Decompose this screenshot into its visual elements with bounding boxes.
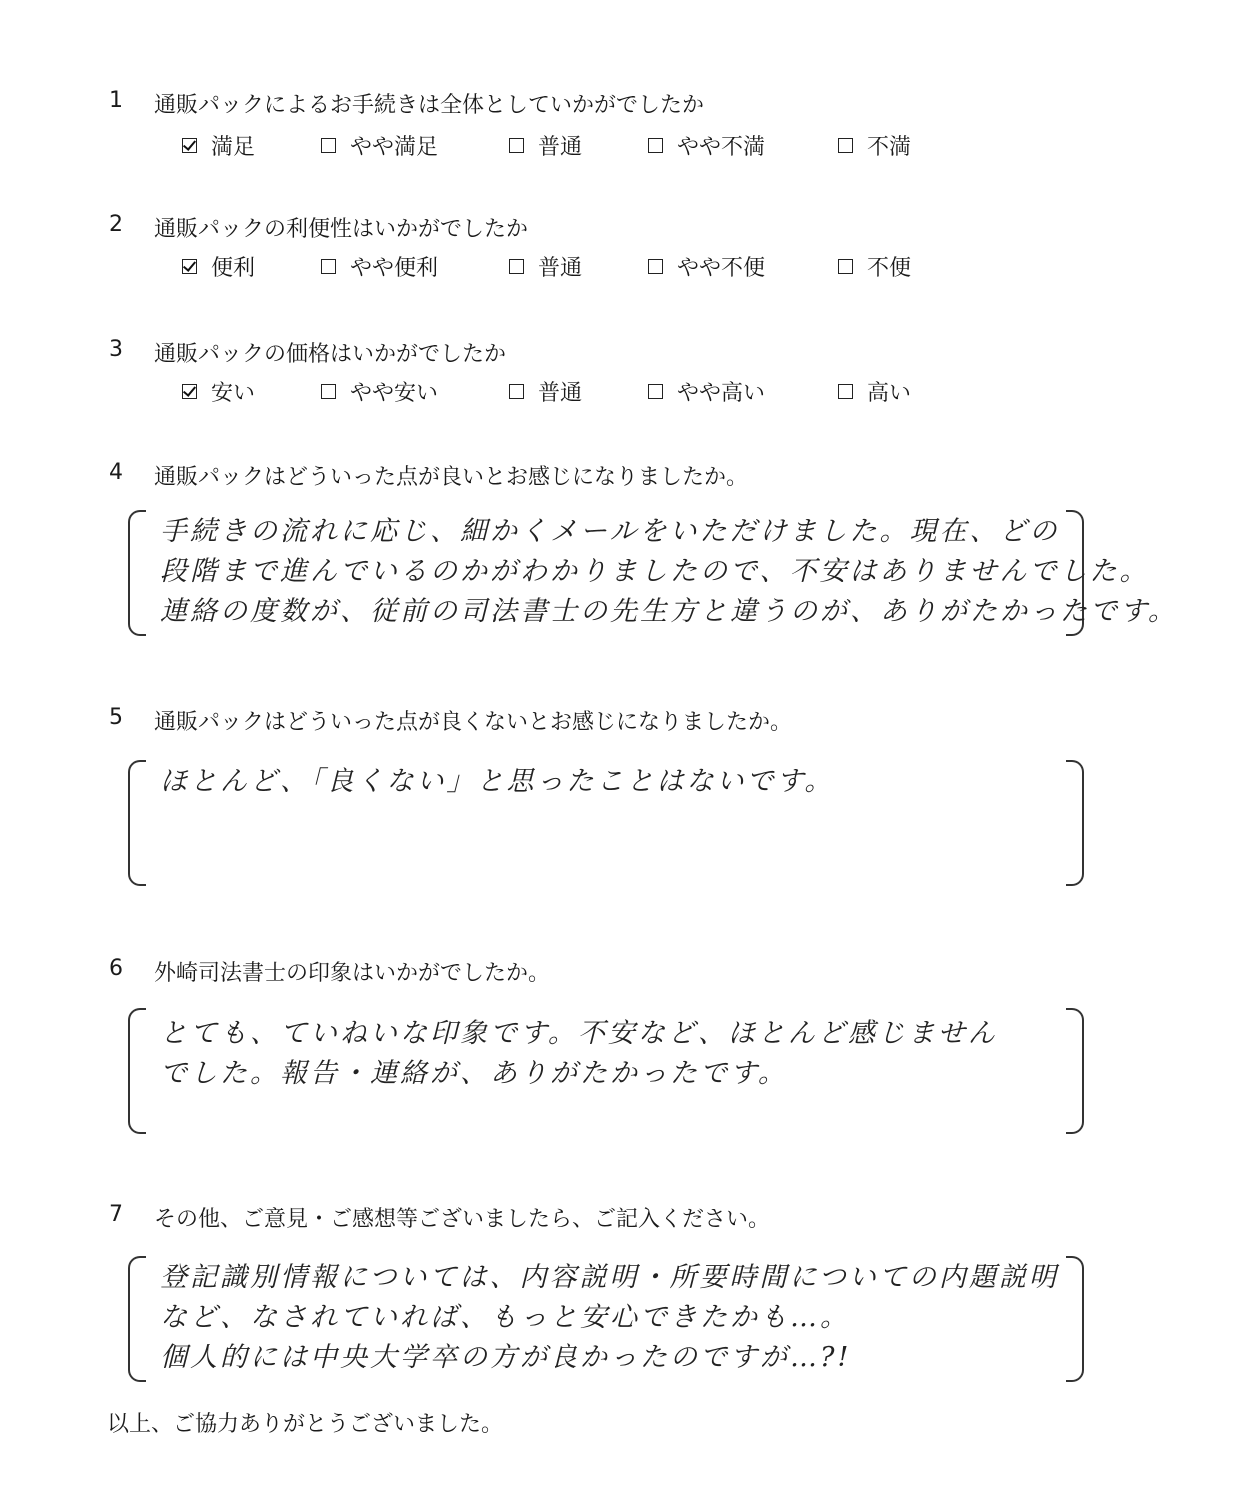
option-normal[interactable]	[509, 130, 582, 161]
option-satisfied[interactable]	[182, 130, 255, 161]
option-normal[interactable]	[509, 251, 582, 282]
question-number: 6	[109, 956, 123, 981]
option-label: 不便	[867, 256, 912, 281]
answer-line: でした。報告・連絡が、ありがたかったです。	[160, 1058, 788, 1089]
answer-line: 手続きの流れに応じ、細かくメールをいただけました。現在、どの	[160, 516, 1060, 547]
option-label: やや不便	[677, 256, 766, 281]
option-label: 高い	[867, 381, 912, 406]
option-label: 安い	[211, 381, 256, 406]
question-text: 通販パックの利便性はいかがでしたか	[154, 217, 529, 242]
bracket-left	[128, 1008, 146, 1134]
closing-message: 以上、ご協力ありがとうございました。	[107, 1412, 504, 1437]
option-label: 満足	[211, 135, 256, 160]
option-inconvenient[interactable]	[838, 251, 911, 282]
answer-box-5[interactable]	[128, 760, 1084, 886]
option-convenient[interactable]	[182, 251, 255, 282]
question-3-options	[0, 376, 1240, 406]
option-label: やや満足	[350, 135, 439, 160]
checkbox-icon[interactable]	[838, 138, 853, 153]
answer-box-4[interactable]	[128, 510, 1178, 636]
option-label: 普通	[538, 256, 583, 281]
handwritten-answer	[160, 1258, 1074, 1378]
handwritten-answer	[160, 512, 1178, 632]
answer-line: 連絡の度数が、従前の司法書士の先生方と違うのが、ありがたかったです。	[160, 596, 1178, 627]
option-label: 普通	[538, 381, 583, 406]
checkbox-icon[interactable]	[509, 259, 524, 274]
option-normal[interactable]	[509, 376, 582, 407]
answer-box-6[interactable]	[128, 1008, 1084, 1134]
answer-line: など、なされていれば、もっと安心できたかも…。	[160, 1302, 850, 1333]
checkbox-icon[interactable]	[321, 384, 336, 399]
bracket-left	[128, 1256, 146, 1382]
answer-line: ほとんど、「良くない」と思ったことはないです。	[160, 766, 835, 797]
checkbox-icon[interactable]	[321, 259, 336, 274]
question-text: 通販パックはどういった点が良いとお感じになりましたか。	[154, 465, 749, 490]
checkbox-icon[interactable]	[648, 384, 663, 399]
question-text: 外崎司法書士の印象はいかがでしたか。	[154, 961, 551, 986]
question-1-options	[0, 130, 1240, 160]
bracket-left	[128, 510, 146, 636]
option-somewhat-satisfied[interactable]	[321, 130, 438, 161]
question-number: 3	[109, 337, 123, 362]
option-cheap[interactable]	[182, 376, 255, 407]
answer-line: 段階まで進んでいるのかがわかりましたので、不安はありませんでした。	[160, 556, 1150, 587]
question-number: 1	[109, 88, 123, 113]
option-dissatisfied[interactable]	[838, 130, 911, 161]
question-number: 5	[109, 705, 123, 730]
checkbox-icon[interactable]	[838, 384, 853, 399]
checkbox-icon[interactable]	[838, 259, 853, 274]
answer-line: とても、ていねいな印象です。不安など、ほとんど感じません	[160, 1018, 998, 1049]
checkbox-icon[interactable]	[509, 384, 524, 399]
question-text: 通販パックはどういった点が良くないとお感じになりましたか。	[154, 710, 793, 735]
option-somewhat-convenient[interactable]	[321, 251, 438, 282]
handwritten-answer	[160, 762, 1074, 802]
option-label: やや安い	[350, 381, 439, 406]
answer-line: 登記識別情報については、内容説明・所要時間についての内題説明	[160, 1262, 1059, 1293]
option-somewhat-cheap[interactable]	[321, 376, 438, 407]
option-label: やや高い	[677, 381, 766, 406]
option-somewhat-dissatisfied[interactable]	[648, 130, 765, 161]
option-label: 便利	[211, 256, 256, 281]
checkbox-icon[interactable]	[509, 138, 524, 153]
answer-box-7[interactable]	[128, 1256, 1084, 1382]
option-somewhat-inconvenient[interactable]	[648, 251, 765, 282]
question-number: 7	[109, 1202, 123, 1227]
question-number: 4	[109, 460, 123, 485]
option-label: やや便利	[350, 256, 439, 281]
checkbox-icon[interactable]	[648, 259, 663, 274]
question-number: 2	[109, 212, 123, 237]
handwritten-answer	[160, 1014, 1074, 1094]
answer-line: 個人的には中央大学卒の方が良かったのですが…?!	[160, 1342, 852, 1373]
question-text: 通販パックによるお手続きは全体としていかがでしたか	[154, 93, 705, 118]
question-2-options	[0, 251, 1240, 281]
checkbox-icon[interactable]	[321, 138, 336, 153]
option-label: やや不満	[677, 135, 766, 160]
checkbox-checked-icon[interactable]	[182, 138, 197, 153]
option-label: 不満	[867, 135, 912, 160]
option-expensive[interactable]	[838, 376, 911, 407]
question-text: 通販パックの価格はいかがでしたか	[154, 342, 507, 367]
question-text: その他、ご意見・ご感想等ございましたら、ご記入ください。	[154, 1207, 771, 1232]
option-label: 普通	[538, 135, 583, 160]
checkbox-checked-icon[interactable]	[182, 259, 197, 274]
checkbox-checked-icon[interactable]	[182, 384, 197, 399]
option-somewhat-expensive[interactable]	[648, 376, 765, 407]
checkbox-icon[interactable]	[648, 138, 663, 153]
bracket-left	[128, 760, 146, 886]
